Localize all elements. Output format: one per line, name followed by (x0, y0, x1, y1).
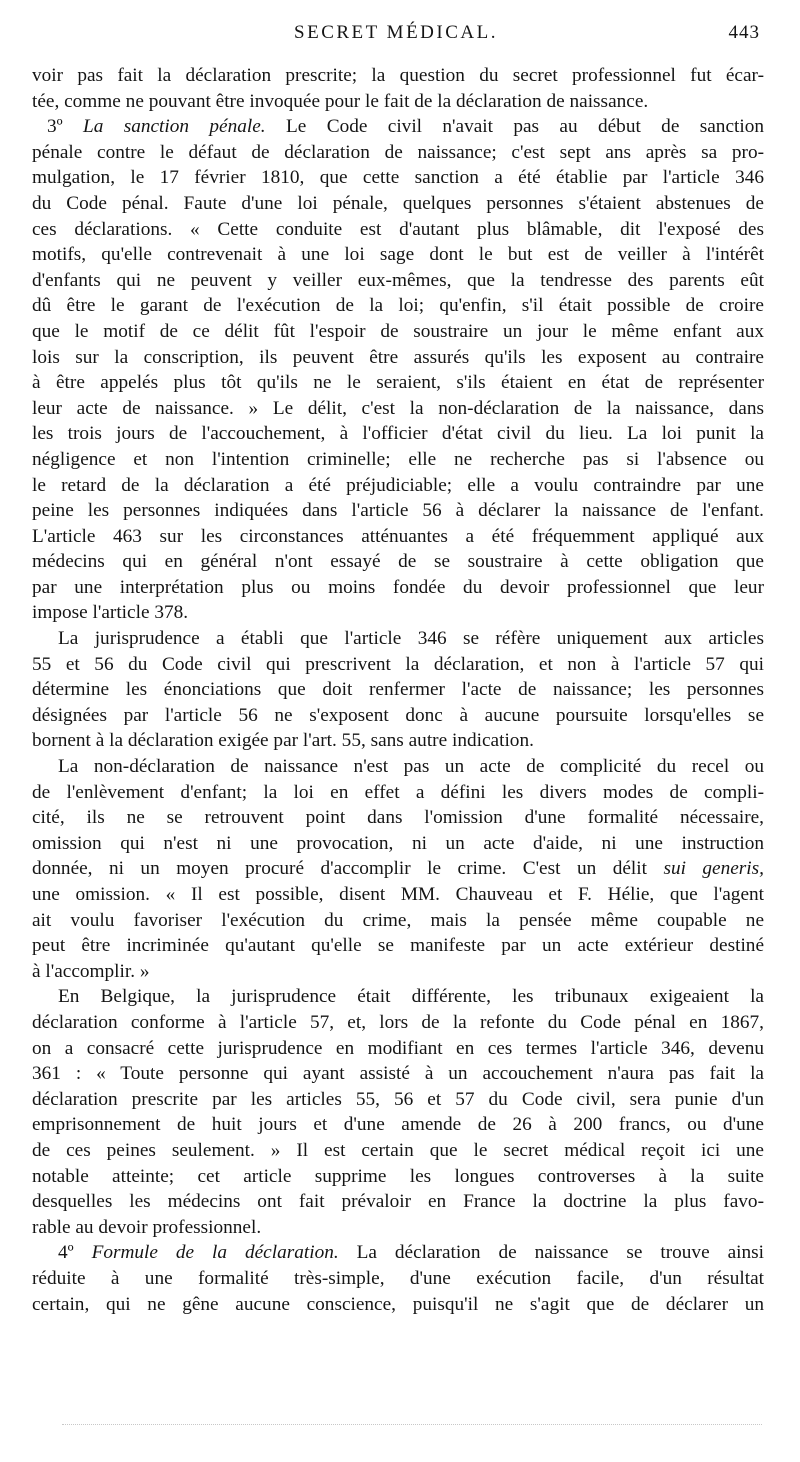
text-line: peine les personnes indiquées dans l'article 56 à déclarer la naissance de l'enfant. (32, 500, 764, 522)
text-line: on a consacré cette jurisprudence en modifiant en ces termes l'article 346, devenu (32, 1037, 764, 1059)
text-line: La non-déclaration de naissance n'est pas un acte de complicité du recel ou (58, 756, 764, 778)
text-line: médecins qui en général n'ont essayé de se soustraire à cette obligation que (32, 551, 764, 573)
running-title: SECRET MÉDICAL. (294, 22, 498, 43)
text-line: à l'accomplir. » (32, 960, 150, 982)
text-line: La jurisprudence a établi que l'article 346 se réfère uniquement aux articles (58, 628, 764, 650)
text-line: déclaration prescrite par les articles 55, 56 et 57 du Code civil, sera punie d'un (32, 1088, 764, 1110)
text-line: emprisonnement de huit jours et d'une amende de 26 à 200 francs, ou d'une (32, 1114, 764, 1136)
text-line: d'enfants qui ne peuvent y veiller eux-mêmes, que la tendresse des parents eût (32, 269, 764, 291)
text-line: ait voulu favoriser l'exécution du crime, mais la pensée même coupable ne (32, 909, 764, 931)
text-line: 3º La sanction pénale. Le Code civil n'avait pas au début de sanction (47, 116, 764, 138)
text-line: rable au devoir professionnel. (32, 1216, 262, 1238)
page-number: 443 (728, 22, 760, 43)
text-line: lois sur la conscription, ils peuvent être assurés qu'ils les exposent au contraire (32, 346, 764, 368)
text-line: ces déclarations. « Cette conduite est d'autant plus blâmable, dit l'exposé des (32, 218, 764, 240)
text-line: peut être incriminée qu'autant qu'elle se manifeste par un acte extérieur destiné (32, 935, 764, 957)
text-line: omission qui n'est ni une provocation, ni un acte d'aide, ni une instruction (32, 832, 764, 854)
text-line: voir pas fait la déclaration prescrite; la question du secret professionnel fut écar- (32, 65, 764, 86)
text-line: réduite à une formalité très-simple, d'une exécution facile, d'un résultat (32, 1267, 764, 1289)
text-line: tée, comme ne pouvant être invoquée pour le fait de la déclaration de naissance. (32, 90, 649, 112)
text-line: par une interprétation plus ou moins fondée du devoir professionnel que leur (32, 576, 764, 598)
text-line: les trois jours de l'accouchement, à l'officier d'état civil du lieu. La loi punit la (32, 423, 764, 445)
text-line: 361 : « Toute personne qui ayant assisté à un accouchement n'aura pas fait la (32, 1063, 764, 1085)
text-line: certain, qui ne gêne aucune conscience, puisqu'il ne s'agit que de déclarer un (32, 1293, 764, 1315)
text-line: En Belgique, la jurisprudence était différente, les tribunaux exigeaient la (58, 986, 764, 1008)
text-line: 55 et 56 du Code civil qui prescrivent la déclaration, et non à l'article 57 qui (32, 653, 764, 675)
text-line: 4º Formule de la déclaration. La déclaration de naissance se trouve ainsi (58, 1242, 764, 1264)
text-line: une omission. « Il est possible, disent MM. Chauveau et F. Hélie, que l'agent (32, 884, 764, 905)
text-line: négligence et non l'intention criminelle; elle ne recherche pas si l'absence ou (32, 448, 764, 470)
text-line: donnée, ni un moyen procuré d'accomplir le crime. C'est un délit sui generis, (32, 858, 764, 880)
text-line: détermine les énonciations que doit renfermer l'acte de naissance; les personnes (32, 679, 764, 701)
text-line: que le motif de ce délit fût l'espoir de soustraire un jour le même enfant aux (32, 320, 764, 342)
text-line: pénale contre le défaut de déclaration de naissance; c'est sept ans après sa pro- (32, 141, 764, 163)
scan-artifact-rule (62, 1424, 762, 1425)
page-header (32, 22, 760, 52)
text-line: motifs, qu'elle contrevenait à une loi sage dont le but est de veiller à l'intérêt (32, 244, 764, 266)
text-line: désignées par l'article 56 ne s'exposent donc à aucune poursuite lorsqu'elles se (32, 704, 764, 726)
italic-emphasis: sui generis, (663, 858, 764, 880)
text-line: dû être le garant de l'exécution de la loi; qu'enfin, s'il était possible de croire (32, 295, 764, 317)
text-line: desquelles les médecins ont fait prévaloir en France la doctrine la plus favo- (32, 1191, 764, 1213)
text-line: impose l'article 378. (32, 602, 189, 624)
italic-emphasis: Formule de la déclaration. (91, 1242, 339, 1264)
text-line: du Code pénal. Faute d'une loi pénale, quelques personnes s'étaient abstenues de (32, 192, 764, 214)
text-line: cité, ils ne se retrouvent point dans l'omission d'une formalité nécessaire, (32, 807, 764, 829)
text-line: de l'enlèvement d'enfant; la loi en effet a défini les divers modes de compli- (32, 781, 764, 803)
body-text (32, 63, 764, 1317)
text-line: de ces peines seulement. » Il est certain que le secret médical reçoit ici une (32, 1139, 764, 1161)
text-line: le retard de la déclaration a été préjudiciable; elle a voulu contraindre par une (32, 474, 764, 496)
italic-emphasis: La sanction pénale. (82, 116, 266, 138)
text-line: déclaration conforme à l'article 57, et, lors de la refonte du Code pénal en 1867, (32, 1011, 764, 1033)
text-line: mulgation, le 17 février 1810, que cette sanction a été établie par l'article 346 (32, 167, 764, 189)
text-line: L'article 463 sur les circonstances atténuantes a été fréquemment appliqué aux (32, 525, 764, 547)
text-line: leur acte de naissance. » Le délit, c'est la non-déclaration de la naissance, dans (32, 397, 764, 419)
text-line: notable atteinte; cet article supprime les longues controverses à la suite (32, 1165, 764, 1187)
text-line: à être appelés plus tôt qu'ils ne le seraient, s'ils étaient en état de représenter (32, 372, 764, 394)
text-line: bornent à la déclaration exigée par l'art. 55, sans autre indication. (32, 730, 534, 752)
